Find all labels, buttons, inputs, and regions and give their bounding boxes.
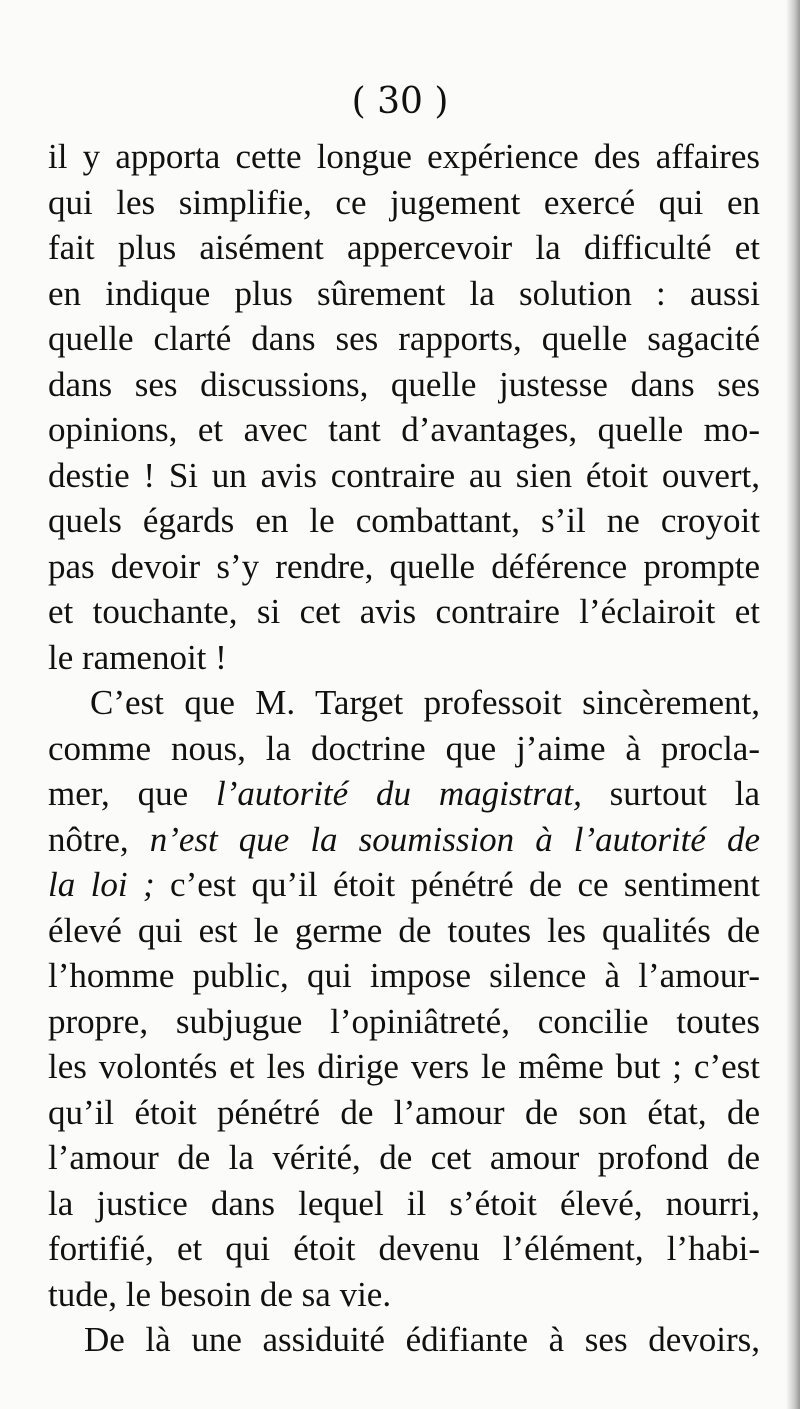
text-line: et touchante, si cet avis contraire l’éclairoit et bbox=[48, 592, 760, 631]
text-line: opinions, et avec tant d’avantages, quelle mo- bbox=[48, 410, 760, 449]
text-line: dans ses discussions, quelle justesse dans ses bbox=[48, 364, 760, 404]
text-line: la justice dans lequel il s’étoit élevé, nourri, bbox=[48, 1183, 760, 1223]
text-line: De là une assiduité édifiante à ses devoirs, bbox=[84, 1320, 760, 1359]
text-line: quelle clarté dans ses rapports, quelle sagacité bbox=[48, 319, 760, 358]
text-line: il y apporta cette longue expérience des affaires bbox=[48, 137, 760, 176]
body-text bbox=[48, 134, 760, 1363]
text-line bbox=[48, 817, 760, 863]
italic-text-run: l’autorité du magistrat, bbox=[215, 774, 582, 813]
text-run: nôtre, bbox=[48, 819, 150, 859]
text-line: le ramenoit ! bbox=[48, 637, 227, 677]
italic-text-run: n’est que la soumission à l’autorité de bbox=[149, 819, 760, 859]
text-line: C’est que M. Target professoit sincèrement, bbox=[90, 683, 760, 722]
page-number: ( 30 ) bbox=[351, 81, 449, 122]
text-line: tude, le besoin de sa vie. bbox=[48, 1274, 392, 1314]
text-line: en indique plus sûrement la solution : aussi bbox=[48, 273, 760, 313]
text-line: pas devoir s’y rendre, quelle déférence prompte bbox=[48, 546, 760, 586]
text-run: c’est qu’il étoit pénétré de ce sentiment bbox=[154, 865, 760, 904]
text-line: élevé qui est le germe de toutes les qualités de bbox=[48, 910, 760, 950]
text-line: fortifié, et qui étoit devenu l’élément, l’habi- bbox=[48, 1229, 760, 1268]
text-line bbox=[48, 771, 760, 817]
italic-text-run: la loi ; bbox=[48, 865, 155, 904]
text-line: qui les simplifie, ce jugement exercé qui en bbox=[48, 182, 760, 222]
text-line: destie ! Si un avis contraire au sien étoit ouvert, bbox=[48, 455, 760, 495]
text-line bbox=[48, 862, 760, 908]
text-line: comme nous, la doctrine que j’aime à procla- bbox=[48, 728, 760, 768]
text-line: l’amour de la vérité, de cet amour profond de bbox=[48, 1138, 760, 1177]
text-line: l’homme public, qui impose silence à l’amour- bbox=[48, 956, 760, 995]
text-line: les volontés et les dirige vers le même but ; c’est bbox=[48, 1047, 760, 1086]
text-line: fait plus aisément appercevoir la difficulté et bbox=[48, 228, 760, 267]
text-run: mer, que bbox=[48, 774, 216, 813]
text-run: surtout la bbox=[581, 774, 760, 813]
text-line: quels égards en le combattant, s’il ne croyoit bbox=[48, 501, 760, 540]
text-line: qu’il étoit pénétré de l’amour de son état, de bbox=[48, 1092, 760, 1132]
text-line: propre, subjugue l’opiniâtreté, concilie toutes bbox=[48, 1001, 760, 1041]
